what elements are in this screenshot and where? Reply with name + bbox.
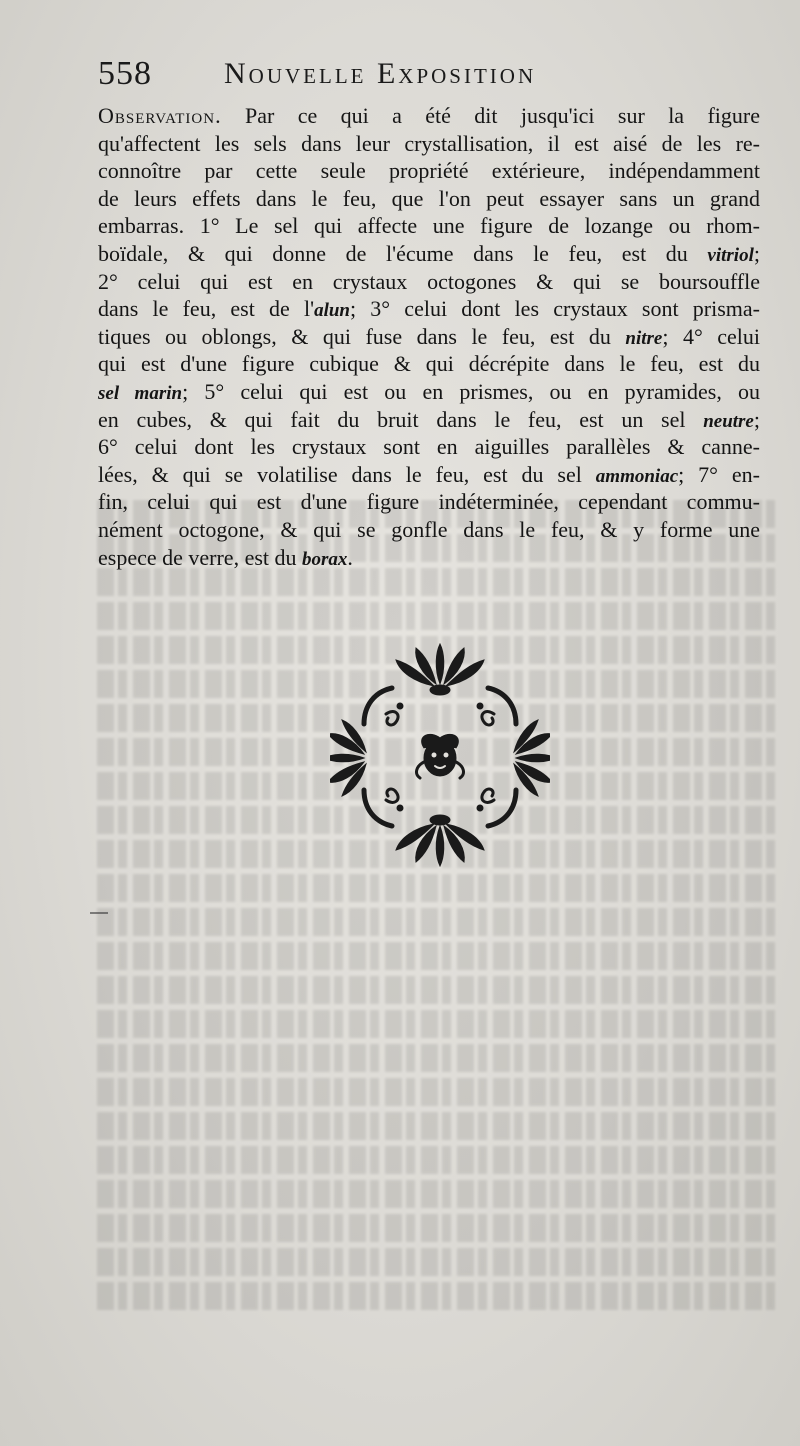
page-header (98, 55, 738, 99)
term-vitriol: vitriol (707, 244, 754, 266)
term-ammoniac: ammoniac (595, 465, 679, 487)
line-text: boïdale, & qui donne de l'écume dans le feu, est du (98, 240, 688, 266)
lead-word: Observation. (98, 103, 222, 128)
term-neutre: neutre (703, 410, 754, 432)
text-line (98, 544, 760, 572)
text-line (98, 406, 760, 434)
text-line (98, 378, 760, 406)
term-sel-marin: sel marin (98, 382, 183, 404)
line-text: ; 5° celui qui est ou en prismes, ou en pyramides, ou (182, 378, 761, 404)
running-title: Nouvelle Exposition (224, 57, 537, 90)
text-line: de leurs effets dans le feu, que l'on peut essayer sans un grand (98, 185, 760, 211)
text-line (98, 102, 760, 130)
observation-paragraph (98, 102, 760, 571)
line-text: ; 7° en- (678, 461, 760, 487)
term-alun: alun (314, 300, 350, 322)
line-text: Par ce qui a été dit jusqu'ici sur la figure (221, 103, 760, 128)
line-text: en cubes, & qui fait du bruit dans le feu, est un sel (98, 406, 686, 432)
line-text: tiques ou oblongs, & qui fuse dans le feu, est du (98, 323, 611, 349)
semicolon: ; (753, 240, 760, 266)
text-line: embarras. 1° Le sel qui affecte une figure de lozange ou rhom- (98, 213, 760, 239)
line-text: ; 4° celui (662, 323, 760, 349)
line-text: espece de verre, est du (98, 544, 297, 570)
text-line: 6° celui dont les crystaux sont en aiguilles parallèles & canne- (98, 434, 760, 460)
text-line: 2° celui qui est en crystaux octogones & qui se boursouffle (98, 268, 760, 294)
page-number: 558 (98, 55, 152, 92)
line-text: ; 3° celui dont les crystaux sont prisma- (350, 296, 761, 322)
text-line: nément octogone, & qui se gonfle dans le feu, & y forme une (98, 516, 760, 542)
text-line: fin, celui qui est d'une figure indéterminée, cependant commu- (98, 489, 760, 515)
final-period: . (347, 544, 353, 570)
text-line (98, 240, 760, 268)
line-text: lées, & qui se volatilise dans le feu, est du sel (98, 461, 582, 487)
term-nitre: nitre (625, 327, 663, 349)
text-line (98, 295, 760, 323)
term-borax: borax (302, 548, 348, 570)
semicolon: ; (753, 406, 760, 432)
text-line: qui est d'une figure cubique & qui décrépite dans le feu, est du (98, 351, 760, 377)
margin-mark (90, 912, 108, 914)
text-line: qu'affectent les sels dans leur crystallisation, il est aisé de les re- (98, 130, 760, 156)
text-line (98, 323, 760, 351)
text-line (98, 461, 760, 489)
floral-wreath-ornament-icon (330, 640, 550, 870)
text-line: connoître par cette seule propriété extérieure, indépendamment (98, 158, 760, 184)
bleed-through-texture (95, 500, 775, 1330)
line-text: dans le feu, est de l' (98, 296, 315, 322)
